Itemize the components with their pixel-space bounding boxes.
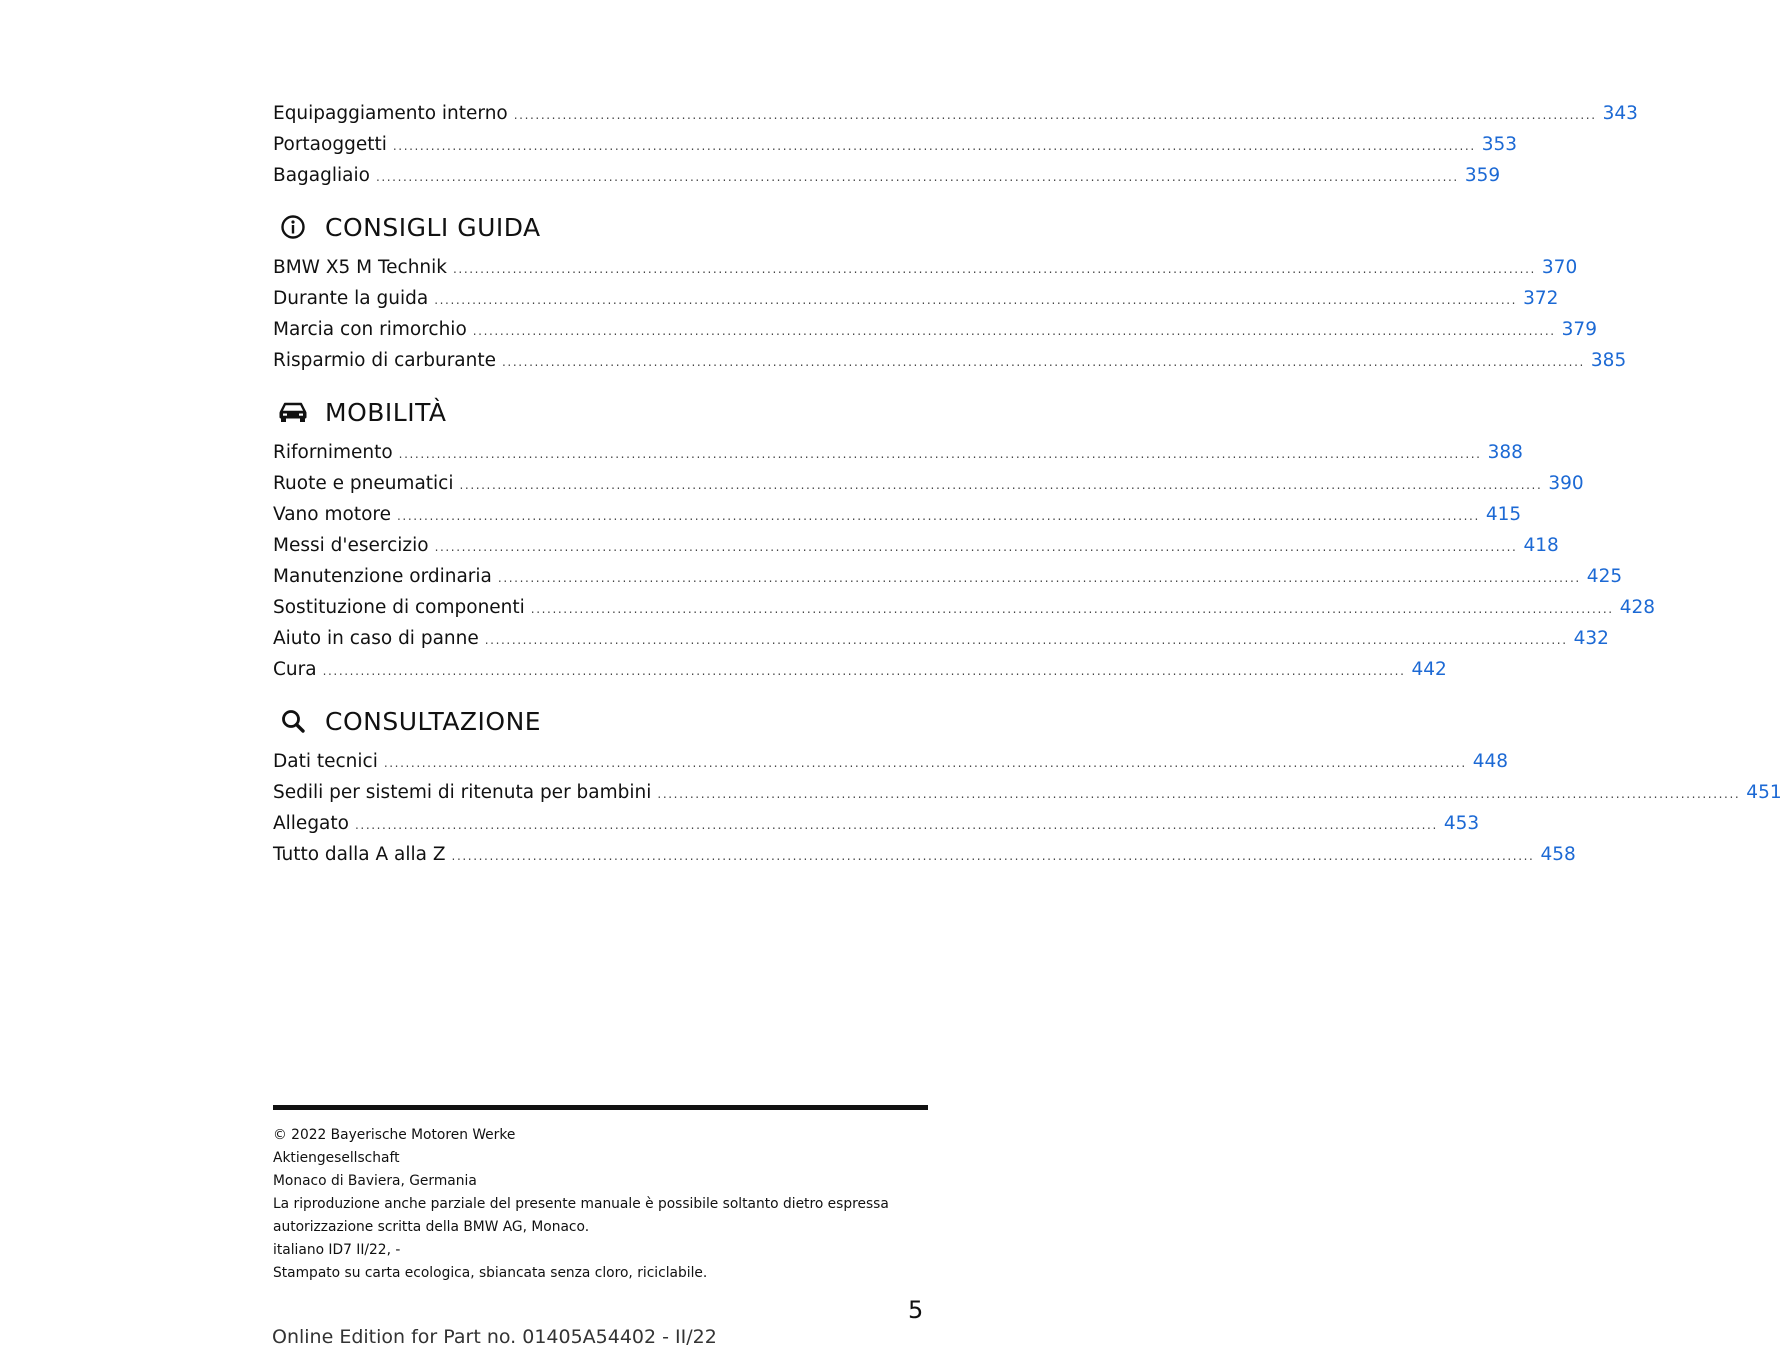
toc-entry-title: Dati tecnici: [273, 751, 378, 772]
info-icon: [273, 214, 313, 240]
toc-leader-dots: ........................................................................................................................................................................................................: [398, 447, 1482, 461]
toc-entry-title: Vano motore: [273, 504, 391, 525]
toc-page-link[interactable]: 372: [1523, 288, 1559, 309]
section-heading: [273, 391, 927, 433]
toc-page-link[interactable]: 451: [1746, 782, 1782, 803]
toc-leader-dots: ........................................................................................................................................................................................................: [434, 293, 1518, 307]
section-title: CONSULTAZIONE: [325, 706, 542, 736]
toc-section-reference: [273, 700, 1782, 870]
toc-leader-dots: ........................................................................................................................................................................................................: [322, 664, 1406, 678]
toc-page-link[interactable]: 415: [1485, 504, 1522, 525]
toc-entry-title: Durante la guida: [273, 288, 429, 309]
toc-entry-title: Bagagliaio: [273, 165, 370, 186]
toc-leader-dots: ........................................................................................................................................................................................................: [451, 849, 1535, 863]
section-title: CONSIGLI GUIDA: [325, 212, 541, 242]
toc-page-link[interactable]: 418: [1523, 535, 1559, 556]
toc-entry-title: Risparmio di carburante: [273, 350, 497, 371]
toc-entry-title: Sostituzione di componenti: [273, 597, 525, 618]
toc-leader-dots: ........................................................................................................................................................................................................: [383, 756, 1467, 770]
toc-entry[interactable]: [273, 623, 1609, 654]
toc-page-link[interactable]: 453: [1443, 813, 1480, 834]
toc-entry[interactable]: [273, 283, 1559, 314]
toc-leader-dots: ........................................................................................................................................................................................................: [375, 170, 1459, 184]
footer-divider: [273, 1105, 928, 1110]
toc-entry[interactable]: [273, 839, 1576, 870]
toc-page-link[interactable]: 385: [1590, 350, 1627, 371]
toc-entry[interactable]: [273, 777, 1782, 808]
toc-page-link[interactable]: 442: [1411, 659, 1447, 680]
toc-leader-dots: ........................................................................................................................................................................................................: [502, 355, 1585, 369]
toc-entry[interactable]: [273, 252, 1578, 283]
imprint-line: Monaco di Baviera, Germania: [273, 1173, 477, 1189]
toc-entry-title: Tutto dalla A alla Z: [273, 844, 446, 865]
toc-page-link[interactable]: 388: [1487, 442, 1523, 463]
toc-entry[interactable]: [273, 654, 1447, 685]
toc-entry-title: Allegato: [273, 813, 349, 834]
toc-leader-dots: ........................................................................................................................................................................................................: [472, 324, 1556, 338]
section-heading: [273, 206, 927, 248]
search-icon: [273, 708, 313, 734]
toc-leader-dots: ........................................................................................................................................................................................................: [657, 787, 1741, 801]
toc-page-link[interactable]: 432: [1573, 628, 1609, 649]
toc-entry[interactable]: [273, 437, 1523, 468]
toc-entry[interactable]: [273, 345, 1627, 376]
imprint: [273, 1124, 933, 1285]
imprint-line: © 2022 Bayerische Motoren Werke: [273, 1127, 516, 1143]
toc-section-mobility: [273, 391, 1655, 685]
toc-entry[interactable]: [273, 808, 1480, 839]
toc-leader-dots: ........................................................................................................................................................................................................: [354, 818, 1438, 832]
toc-entry-title: Aiuto in caso di panne: [273, 628, 479, 649]
imprint-line: autorizzazione scritta della BMW AG, Monaco.: [273, 1219, 590, 1235]
toc-leader-dots: ........................................................................................................................................................................................................: [434, 540, 1518, 554]
imprint-line: Aktiengesellschaft: [273, 1150, 400, 1166]
toc-leader-dots: ........................................................................................................................................................................................................: [497, 571, 1581, 585]
toc-entry-title: Sedili per sistemi di ritenuta per bambini: [273, 782, 652, 803]
toc-page-link[interactable]: 428: [1619, 597, 1655, 618]
imprint-line: italiano ID7 II/22, -: [273, 1242, 401, 1258]
toc-entry[interactable]: [273, 499, 1522, 530]
section-heading: [273, 700, 927, 742]
toc-leader-dots: ........................................................................................................................................................................................................: [459, 478, 1543, 492]
toc-page-link[interactable]: 359: [1464, 165, 1501, 186]
toc-entry-title: Marcia con rimorchio: [273, 319, 467, 340]
toc-section-interior: [273, 98, 1638, 191]
toc-entry[interactable]: [273, 530, 1559, 561]
toc-page-link[interactable]: 425: [1586, 566, 1623, 587]
toc-page-link[interactable]: 343: [1602, 103, 1638, 124]
toc-entry[interactable]: [273, 129, 1518, 160]
page-number: 5: [908, 1296, 924, 1324]
imprint-line: Stampato su carta ecologica, sbiancata senza cloro, riciclabile.: [273, 1265, 708, 1281]
toc-leader-dots: ........................................................................................................................................................................................................: [513, 108, 1597, 122]
toc-entry[interactable]: [273, 746, 1509, 777]
toc-page-link[interactable]: 353: [1481, 134, 1518, 155]
toc-page-link[interactable]: 448: [1472, 751, 1509, 772]
toc-entry[interactable]: [273, 314, 1597, 345]
toc-page-link[interactable]: 458: [1540, 844, 1576, 865]
toc-entry-title: Portaoggetti: [273, 134, 387, 155]
table-of-contents: [273, 98, 1782, 870]
toc-page-link[interactable]: 370: [1541, 257, 1578, 278]
toc-entry[interactable]: [273, 160, 1501, 191]
toc-leader-dots: ........................................................................................................................................................................................................: [453, 262, 1536, 276]
car-icon: [273, 399, 313, 425]
toc-leader-dots: ........................................................................................................................................................................................................: [392, 139, 1476, 153]
toc-page-link[interactable]: 379: [1561, 319, 1597, 340]
toc-entry[interactable]: [273, 561, 1623, 592]
edition-watermark: Online Edition for Part no. 01405A54402 - II/22: [272, 1326, 717, 1348]
toc-leader-dots: ........................................................................................................................................................................................................: [396, 509, 1480, 523]
toc-entry-title: Rifornimento: [273, 442, 393, 463]
toc-page-link[interactable]: 390: [1548, 473, 1584, 494]
toc-entry-title: BMW X5 M Technik: [273, 257, 448, 278]
toc-leader-dots: ........................................................................................................................................................................................................: [530, 602, 1614, 616]
toc-entry[interactable]: [273, 98, 1638, 129]
toc-section-driving-tips: [273, 206, 1627, 376]
toc-entry-title: Ruote e pneumatici: [273, 473, 454, 494]
toc-entry-title: Messi d'esercizio: [273, 535, 429, 556]
toc-entry-title: Cura: [273, 659, 317, 680]
toc-entry[interactable]: [273, 468, 1584, 499]
toc-entry-title: Equipaggiamento interno: [273, 103, 508, 124]
toc-entry-title: Manutenzione ordinaria: [273, 566, 492, 587]
toc-leader-dots: ........................................................................................................................................................................................................: [484, 633, 1568, 647]
toc-entry[interactable]: [273, 592, 1655, 623]
imprint-line: La riproduzione anche parziale del presente manuale è possibile soltanto dietro espressa: [273, 1196, 889, 1212]
section-title: MOBILITÀ: [325, 397, 447, 427]
